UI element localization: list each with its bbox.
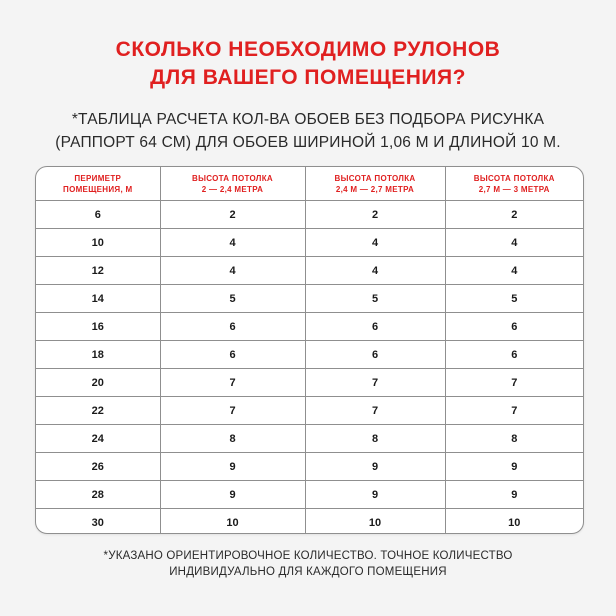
- description-line-1: *ТАБЛИЦА РАСЧЕТА КОЛ-ВА ОБОЕВ БЕЗ ПОДБОРА РИСУНКА: [71, 111, 545, 128]
- cell-rolls-2-2-4: 8: [160, 425, 305, 453]
- cell-perimeter: 20: [36, 369, 160, 397]
- cell-rolls-2-4-2-7: 4: [305, 229, 445, 257]
- table-row: [36, 341, 583, 369]
- cell-rolls-2-4-2-7: 10: [305, 509, 445, 535]
- cell-rolls-2-7-3: 9: [445, 453, 583, 481]
- cell-rolls-2-2-4: 7: [160, 397, 305, 425]
- table-header-row: [36, 167, 583, 201]
- table-row: [36, 369, 583, 397]
- table-row: [36, 285, 583, 313]
- cell-rolls-2-2-4: 6: [160, 341, 305, 369]
- cell-rolls-2-2-4: 9: [160, 453, 305, 481]
- cell-rolls-2-7-3: 7: [445, 369, 583, 397]
- cell-perimeter: 16: [36, 313, 160, 341]
- cell-perimeter: 6: [36, 201, 160, 229]
- cell-perimeter: 12: [36, 257, 160, 285]
- cell-rolls-2-2-4: 2: [160, 201, 305, 229]
- cell-rolls-2-2-4: 4: [160, 257, 305, 285]
- cell-rolls-2-7-3: 2: [445, 201, 583, 229]
- header-height-2-7-3: ВЫСОТА ПОТОЛКА 2,7 М — 3 МЕТРА: [445, 167, 583, 201]
- rolls-table: [36, 167, 583, 534]
- cell-rolls-2-4-2-7: 9: [305, 481, 445, 509]
- header-height-2-4-2-7: ВЫСОТА ПОТОЛКА 2,4 М — 2,7 МЕТРА: [305, 167, 445, 201]
- cell-perimeter: 28: [36, 481, 160, 509]
- title-line-2: ДЛЯ ВАШЕГО ПОМЕЩЕНИЯ?: [150, 66, 466, 89]
- wallpaper-rolls-table: [35, 166, 584, 534]
- cell-perimeter: 10: [36, 229, 160, 257]
- cell-perimeter: 18: [36, 341, 160, 369]
- table-row: [36, 397, 583, 425]
- cell-rolls-2-7-3: 5: [445, 285, 583, 313]
- cell-rolls-2-4-2-7: 7: [305, 397, 445, 425]
- cell-rolls-2-7-3: 4: [445, 257, 583, 285]
- cell-rolls-2-4-2-7: 6: [305, 341, 445, 369]
- cell-rolls-2-2-4: 7: [160, 369, 305, 397]
- cell-rolls-2-4-2-7: 4: [305, 257, 445, 285]
- cell-rolls-2-7-3: 7: [445, 397, 583, 425]
- table-body: [36, 201, 583, 535]
- table-row: [36, 425, 583, 453]
- cell-rolls-2-4-2-7: 2: [305, 201, 445, 229]
- cell-rolls-2-7-3: 8: [445, 425, 583, 453]
- cell-rolls-2-4-2-7: 8: [305, 425, 445, 453]
- table-row: [36, 313, 583, 341]
- cell-rolls-2-4-2-7: 9: [305, 453, 445, 481]
- cell-rolls-2-2-4: 6: [160, 313, 305, 341]
- description-line-2: (РАППОРТ 64 СМ) ДЛЯ ОБОЕВ ШИРИНОЙ 1,06 М И ДЛИНОЙ 10 М.: [55, 134, 561, 151]
- table-row: [36, 201, 583, 229]
- table-row: [36, 509, 583, 535]
- header-perimeter: ПЕРИМЕТР ПОМЕЩЕНИЯ, М: [36, 167, 160, 201]
- cell-rolls-2-4-2-7: 5: [305, 285, 445, 313]
- cell-rolls-2-4-2-7: 6: [305, 313, 445, 341]
- table-row: [36, 481, 583, 509]
- cell-perimeter: 14: [36, 285, 160, 313]
- cell-rolls-2-4-2-7: 7: [305, 369, 445, 397]
- cell-perimeter: 26: [36, 453, 160, 481]
- cell-perimeter: 24: [36, 425, 160, 453]
- page-title: [0, 36, 616, 92]
- footnote-line-2: ИНДИВИДУАЛЬНО ДЛЯ КАЖДОГО ПОМЕЩЕНИЯ: [169, 566, 447, 578]
- cell-rolls-2-7-3: 9: [445, 481, 583, 509]
- cell-rolls-2-2-4: 5: [160, 285, 305, 313]
- cell-perimeter: 22: [36, 397, 160, 425]
- cell-rolls-2-2-4: 10: [160, 509, 305, 535]
- table-row: [36, 453, 583, 481]
- header-height-2-2-4: ВЫСОТА ПОТОЛКА 2 — 2,4 МЕТРА: [160, 167, 305, 201]
- title-line-1: СКОЛЬКО НЕОБХОДИМО РУЛОНОВ: [115, 38, 501, 61]
- footnote: [0, 548, 616, 580]
- cell-rolls-2-2-4: 9: [160, 481, 305, 509]
- cell-rolls-2-7-3: 6: [445, 313, 583, 341]
- cell-rolls-2-2-4: 4: [160, 229, 305, 257]
- cell-rolls-2-7-3: 6: [445, 341, 583, 369]
- footnote-line-1: *УКАЗАНО ОРИЕНТИРОВОЧНОЕ КОЛИЧЕСТВО. ТОЧНОЕ КОЛИЧЕСТВО: [103, 550, 513, 562]
- cell-rolls-2-7-3: 4: [445, 229, 583, 257]
- cell-perimeter: 30: [36, 509, 160, 535]
- table-description: [0, 108, 616, 154]
- table-row: [36, 257, 583, 285]
- cell-rolls-2-7-3: 10: [445, 509, 583, 535]
- table-row: [36, 229, 583, 257]
